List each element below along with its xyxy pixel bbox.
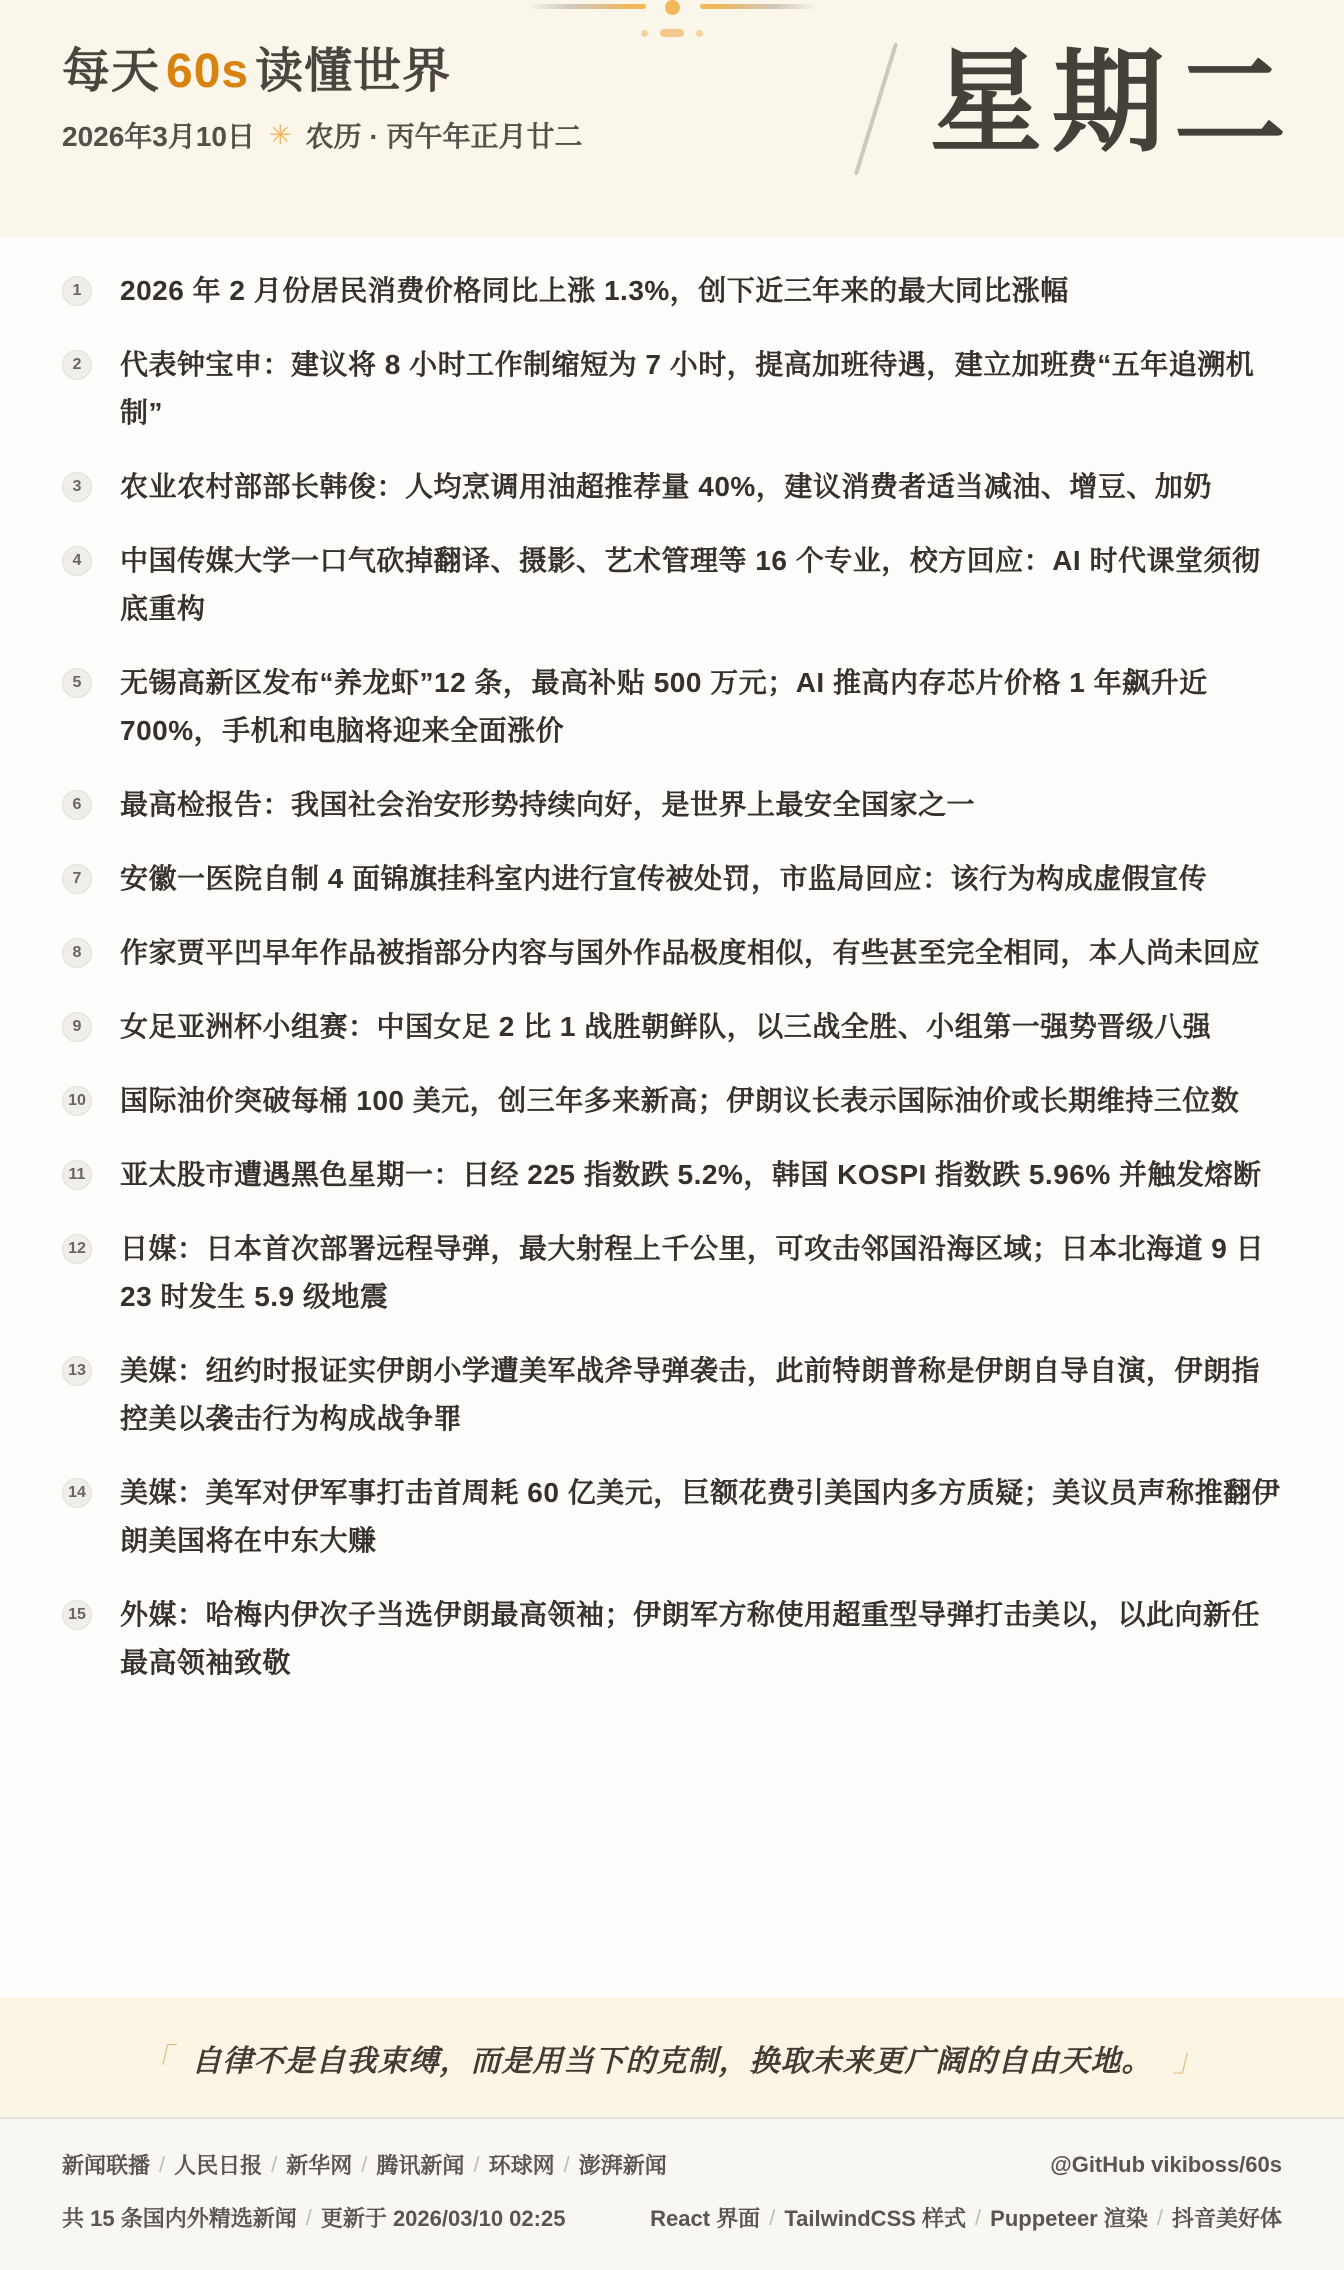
news-item-3 <box>62 463 1282 511</box>
separator: / <box>1156 2204 1163 2230</box>
news-item-6 <box>62 781 1282 829</box>
masthead <box>62 44 583 155</box>
news-item-2 <box>62 341 1282 437</box>
updated-time: 更新于 2026/03/10 02:25 <box>320 2206 566 2231</box>
footer-row-1 <box>62 2149 1282 2180</box>
news-item-12 <box>62 1225 1282 1321</box>
news-item-text: 安徽一医院自制 4 面锦旗挂科室内进行宣传被处罚，市监局回应：该行为构成虚假宣传 <box>120 863 1208 894</box>
asterisk-icon: ✳ <box>269 119 292 150</box>
item-number-badge: 1 <box>62 276 92 306</box>
news-item-text: 农业农村部部长韩俊：人均烹调用油超推荐量 40%，建议消费者适当减油、增豆、加奶 <box>120 471 1212 502</box>
source-label: 新华网 <box>286 2153 353 2178</box>
github-handle: @GitHub vikiboss/60s <box>1050 2151 1282 2177</box>
news-item-4 <box>62 537 1282 633</box>
separator: / <box>271 2151 278 2177</box>
footer-row-2 <box>62 2202 1282 2233</box>
dateline <box>62 115 583 155</box>
item-number-badge: 10 <box>62 1086 92 1116</box>
tech-credits <box>650 2202 1282 2233</box>
source-label: 人民日报 <box>174 2153 263 2178</box>
item-number-badge: 11 <box>62 1160 92 1190</box>
quote-close-bracket: 」 <box>1172 2041 1205 2078</box>
footer-meta <box>62 2202 565 2233</box>
news-item-text: 作家贾平凹早年作品被指部分内容与国外作品极度相似，有些甚至完全相同，本人尚未回应 <box>120 937 1261 968</box>
item-number-badge: 5 <box>62 668 92 698</box>
news-sources <box>62 2149 667 2180</box>
news-item-1 <box>62 267 1282 315</box>
source-label: 环球网 <box>488 2153 555 2178</box>
source-label: 新闻联播 <box>62 2153 151 2178</box>
item-number-badge: 8 <box>62 938 92 968</box>
daily-quote <box>0 1998 1344 2117</box>
header-main <box>62 40 1296 178</box>
slash-divider <box>854 42 898 175</box>
news-item-text: 亚太股市遭遇黑色星期一：日经 225 指数跌 5.2%，韩国 KOSPI 指数跌 5.96% 并触发熔断 <box>120 1159 1262 1190</box>
news-item-text: 国际油价突破每桶 100 美元，创三年多来新高；伊朗议长表示国际油价或长期维持三位数 <box>120 1085 1240 1116</box>
ornament-dot-icon <box>665 0 680 15</box>
ornament-dash <box>660 29 684 37</box>
separator: / <box>769 2204 776 2230</box>
news-item-text: 美媒：美军对伊军事打击首周耗 60 亿美元，巨额花费引美国内多方质疑；美议员声称推翻伊朗美国将在中东大赚 <box>120 1477 1281 1556</box>
separator: / <box>563 2151 570 2177</box>
news-item-9 <box>62 1003 1282 1051</box>
item-number-badge: 9 <box>62 1012 92 1042</box>
news-item-text: 代表钟宝申：建议将 8 小时工作制缩短为 7 小时，提高加班待遇，建立加班费“五年追溯机制” <box>120 349 1255 428</box>
tech-label: 抖音美好体 <box>1171 2206 1282 2231</box>
item-number-badge: 14 <box>62 1478 92 1508</box>
github-credit <box>1050 2152 1282 2178</box>
news-section <box>0 237 1344 1998</box>
lunar-date-text: 农历 · 丙午年正月廿二 <box>305 121 583 153</box>
news-item-text: 最高检报告：我国社会治安形势持续向好，是世界上最安全国家之一 <box>120 789 976 820</box>
news-item-11 <box>62 1151 1282 1199</box>
date-text: 2026年3月10日 <box>62 121 256 153</box>
separator: / <box>361 2151 368 2177</box>
ornament-small-dot <box>641 30 648 37</box>
weekday-label: 星期二 <box>930 40 1296 165</box>
item-number-badge: 7 <box>62 864 92 894</box>
separator: / <box>305 2204 312 2230</box>
news-count: 共 15 条国内外精选新闻 <box>62 2206 297 2231</box>
source-label: 澎湃新闻 <box>578 2153 667 2178</box>
item-number-badge: 6 <box>62 790 92 820</box>
ornament-line-right <box>700 4 818 9</box>
news-list <box>62 267 1282 1687</box>
item-number-badge: 15 <box>62 1600 92 1630</box>
header <box>0 0 1344 237</box>
news-item-14 <box>62 1469 1282 1565</box>
news-item-15 <box>62 1591 1282 1687</box>
news-item-5 <box>62 659 1282 755</box>
news-item-8 <box>62 929 1282 977</box>
weekday-block <box>874 40 1296 178</box>
news-item-text: 无锡高新区发布“养龙虾”12 条，最高补贴 500 万元；AI 推高内存芯片价格 1 年飙升近 700%，手机和电脑将迎来全面涨价 <box>120 667 1208 746</box>
item-number-badge: 3 <box>62 472 92 502</box>
title-suffix: 读懂世界 <box>255 45 452 98</box>
tech-label: Puppeteer 渲染 <box>990 2206 1148 2231</box>
quote-open-bracket: 「 <box>139 2041 172 2078</box>
tech-label: TailwindCSS 样式 <box>784 2206 967 2231</box>
news-item-text: 中国传媒大学一口气砍掉翻译、摄影、艺术管理等 16 个专业，校方回应：AI 时代课堂须彻底重构 <box>120 545 1261 624</box>
news-item-10 <box>62 1077 1282 1125</box>
tech-label: React 界面 <box>650 2206 761 2231</box>
page-title <box>62 44 583 99</box>
item-number-badge: 13 <box>62 1356 92 1386</box>
title-highlight: 60s <box>166 45 250 98</box>
ornament-subdots <box>0 29 1344 37</box>
news-item-text: 2026 年 2 月份居民消费价格同比上涨 1.3%，创下近三年来的最大同比涨幅 <box>120 275 1069 306</box>
separator: / <box>975 2204 982 2230</box>
title-prefix: 每天 <box>62 45 161 98</box>
item-number-badge: 4 <box>62 546 92 576</box>
news-item-7 <box>62 855 1282 903</box>
news-item-text: 女足亚洲杯小组赛：中国女足 2 比 1 战胜朝鲜队，以三战全胜、小组第一强势晋级八强 <box>120 1011 1212 1042</box>
ornament-line-left <box>528 4 646 9</box>
news-item-13 <box>62 1347 1282 1443</box>
footer <box>0 2117 1344 2270</box>
item-number-badge: 2 <box>62 350 92 380</box>
separator: / <box>159 2151 166 2177</box>
news-item-text: 美媒：纽约时报证实伊朗小学遭美军战斧导弹袭击，此前特朗普称是伊朗自导自演，伊朗指控美以袭击行为构成战争罪 <box>120 1355 1261 1434</box>
quote-text: 自律不是自我束缚，而是用当下的克制，换取未来更广阔的自由天地。 <box>191 2044 1153 2078</box>
news-item-text: 日媒：日本首次部署远程导弹，最大射程上千公里，可攻击邻国沿海区域；日本北海道 9 日 23 时发生 5.9 级地震 <box>120 1233 1265 1312</box>
source-label: 腾讯新闻 <box>376 2153 465 2178</box>
separator: / <box>473 2151 480 2177</box>
ornament-small-dot <box>696 30 703 37</box>
item-number-badge: 12 <box>62 1234 92 1264</box>
news-item-text: 外媒：哈梅内伊次子当选伊朗最高领袖；伊朗军方称使用超重型导弹打击美以，以此向新任最高领袖致敬 <box>120 1599 1261 1678</box>
